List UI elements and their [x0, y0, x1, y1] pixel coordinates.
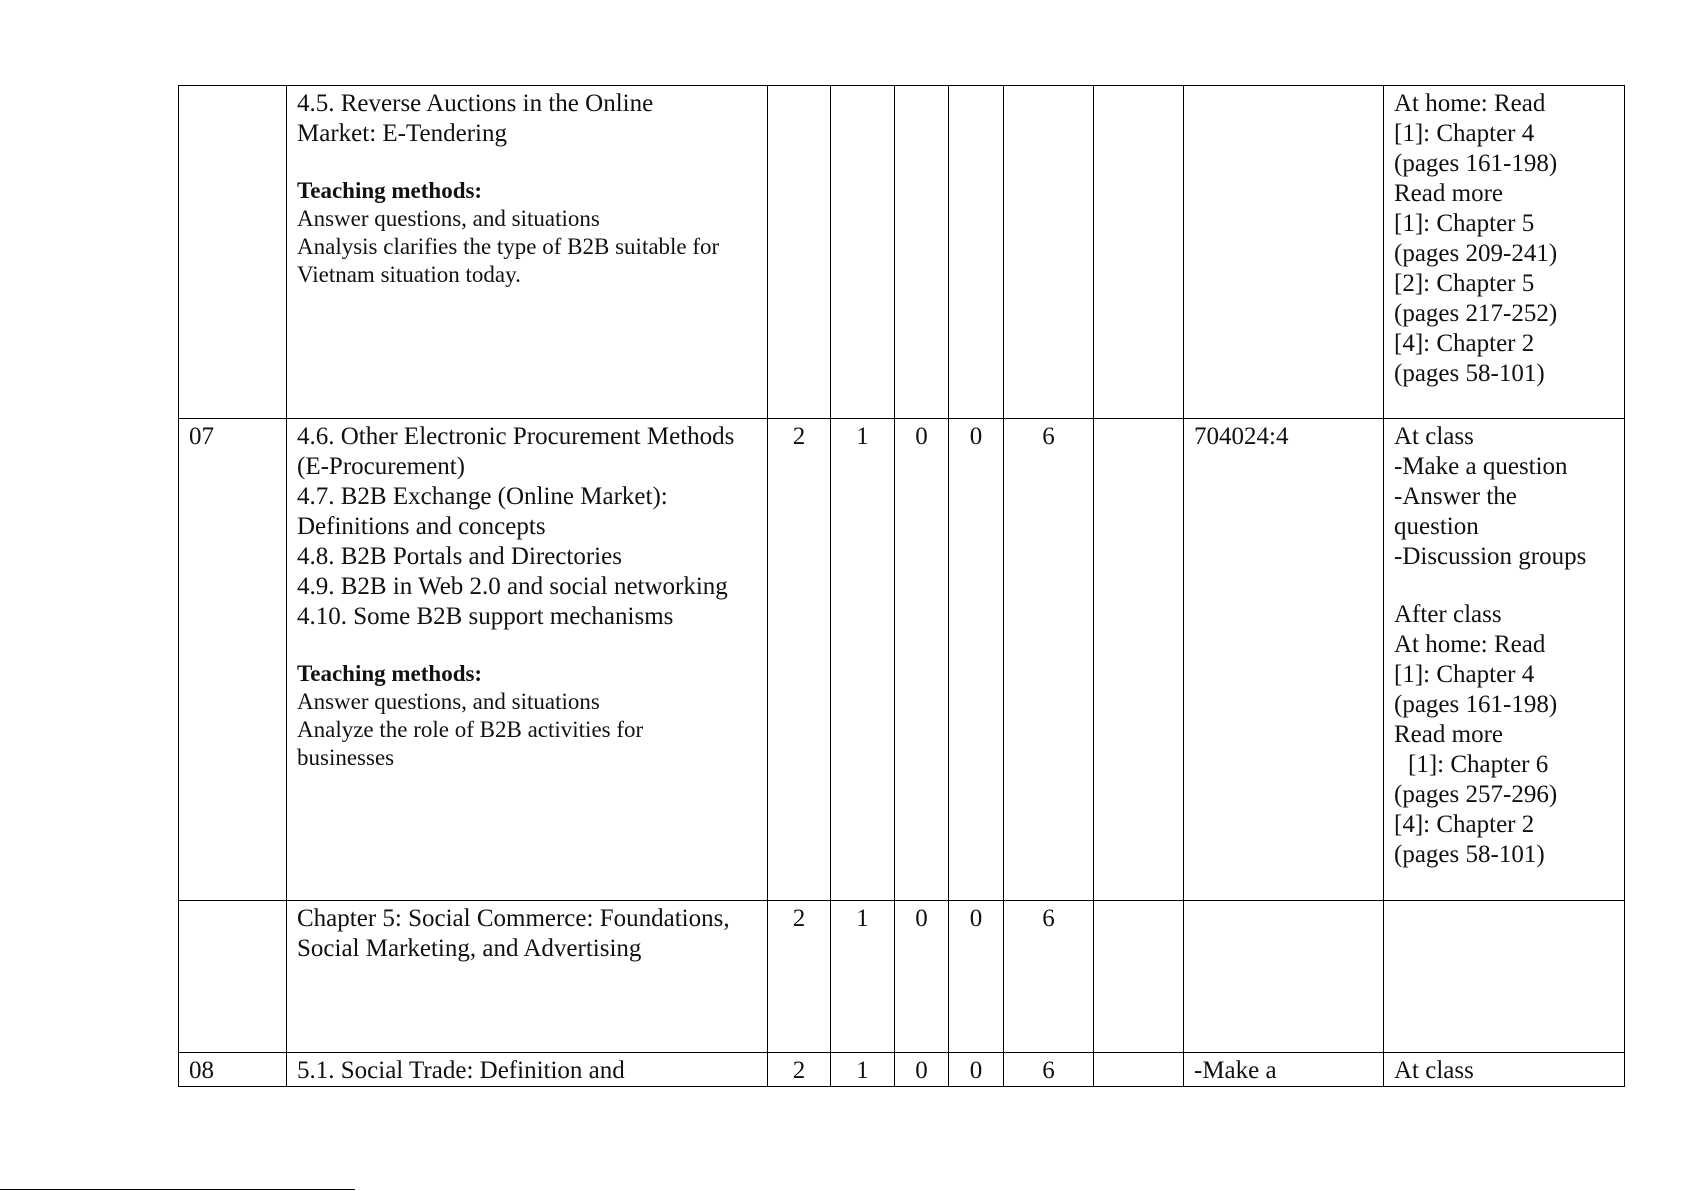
activity-line: At home: Read: [1394, 90, 1546, 117]
hours-cell: [1094, 86, 1184, 419]
content-cell: [287, 1053, 768, 1087]
hours-cell: 0: [949, 1053, 1004, 1087]
content-cell: [287, 86, 768, 419]
outcome-code-cell: -Make a: [1184, 1053, 1384, 1087]
hours-cell: 0: [895, 419, 949, 901]
teaching-method-line: Analysis clarifies the type of B2B suitable for: [297, 234, 720, 259]
hours-cell: 0: [895, 1053, 949, 1087]
hours-cell: [1004, 86, 1094, 419]
content-line: 4.9. B2B in Web 2.0 and social networking: [297, 573, 728, 600]
hours-cell: [895, 86, 949, 419]
teaching-method-line: Answer questions, and situations: [297, 206, 600, 231]
hours-cell: 6: [1004, 1053, 1094, 1087]
activity-line: Read more: [1394, 180, 1503, 207]
footnote-separator: [0, 1189, 355, 1190]
content-line: 5.1. Social Trade: Definition and: [297, 1057, 625, 1084]
hours-cell: [1094, 419, 1184, 901]
outcome-code-cell: [1184, 86, 1384, 419]
content-line: 4.10. Some B2B support mechanisms: [297, 603, 674, 630]
outcome-code-cell: [1184, 901, 1384, 1053]
hours-cell: [949, 86, 1004, 419]
content-line: 4.7. B2B Exchange (Online Market):: [297, 483, 668, 510]
hours-cell: [1094, 901, 1184, 1053]
activity-line: (pages 58-101): [1394, 360, 1545, 387]
hours-cell: 6: [1004, 901, 1094, 1053]
activity-line: (pages 257-296): [1394, 781, 1558, 808]
content-line: 4.8. B2B Portals and Directories: [297, 543, 622, 570]
activity-line: After class: [1394, 601, 1502, 628]
activity-cell: [1384, 86, 1625, 419]
content-cell: [287, 419, 768, 901]
activity-line: [4]: Chapter 2: [1394, 811, 1535, 838]
content-line: Definitions and concepts: [297, 513, 546, 540]
teaching-method-line: Vietnam situation today.: [297, 262, 521, 287]
activity-line: At class: [1394, 423, 1474, 450]
teaching-methods-heading: Teaching methods:: [297, 661, 483, 686]
table-row: [179, 901, 1625, 1053]
hours-cell: 2: [768, 901, 831, 1053]
table-row: [179, 86, 1625, 419]
teaching-method-line: businesses: [297, 745, 395, 770]
activity-line: [1]: Chapter 4: [1394, 120, 1535, 147]
table-row: [179, 419, 1625, 901]
activity-line: question: [1394, 513, 1479, 540]
hours-cell: 6: [1004, 419, 1094, 901]
activity-line: -Make a question: [1394, 453, 1568, 480]
activity-line: (pages 217-252): [1394, 300, 1558, 327]
content-line: Social Marketing, and Advertising: [297, 935, 642, 962]
activity-line: [4]: Chapter 2: [1394, 330, 1535, 357]
week-cell: 08: [179, 1053, 287, 1087]
activity-line: [2]: Chapter 5: [1394, 270, 1535, 297]
content-line: (E-Procurement): [297, 453, 465, 480]
activity-cell: [1384, 419, 1625, 901]
hours-cell: [768, 86, 831, 419]
content-line: 4.5. Reverse Auctions in the Online: [297, 90, 654, 117]
hours-cell: 1: [831, 1053, 895, 1087]
teaching-method-line: Analyze the role of B2B activities for: [297, 717, 644, 742]
week-cell: [179, 901, 287, 1053]
week-cell: [179, 86, 287, 419]
activity-line: Read more: [1394, 721, 1503, 748]
content-cell: [287, 901, 768, 1053]
hours-cell: 0: [895, 901, 949, 1053]
table-row: [179, 1053, 1625, 1087]
week-cell: 07: [179, 419, 287, 901]
content-line: 4.6. Other Electronic Procurement Methods: [297, 423, 735, 450]
activity-line: (pages 58-101): [1394, 841, 1545, 868]
hours-cell: 1: [831, 419, 895, 901]
activity-line: (pages 161-198): [1394, 150, 1558, 177]
activity-line: -Answer the: [1394, 483, 1517, 510]
activity-line: (pages 209-241): [1394, 240, 1558, 267]
hours-cell: [831, 86, 895, 419]
activity-cell: [1384, 1053, 1625, 1087]
syllabus-table: [178, 85, 1625, 1087]
activity-line: At home: Read: [1394, 631, 1546, 658]
activity-line: [1]: Chapter 5: [1394, 210, 1535, 237]
hours-cell: 2: [768, 419, 831, 901]
hours-cell: [1094, 1053, 1184, 1087]
teaching-methods-heading: Teaching methods:: [297, 178, 483, 203]
activity-line: At class: [1394, 1057, 1474, 1084]
hours-cell: 0: [949, 901, 1004, 1053]
activity-line: -Discussion groups: [1394, 543, 1587, 570]
content-line: Market: E-Tendering: [297, 120, 507, 147]
activity-cell: [1384, 901, 1625, 1053]
outcome-code-cell: 704024:4: [1184, 419, 1384, 901]
hours-cell: 0: [949, 419, 1004, 901]
hours-cell: 2: [768, 1053, 831, 1087]
activity-line: (pages 161-198): [1394, 691, 1558, 718]
content-line: Chapter 5: Social Commerce: Foundations,: [297, 905, 730, 932]
hours-cell: 1: [831, 901, 895, 1053]
activity-line: [1]: Chapter 6: [1408, 751, 1549, 778]
activity-line: [1]: Chapter 4: [1394, 661, 1535, 688]
teaching-method-line: Answer questions, and situations: [297, 689, 600, 714]
